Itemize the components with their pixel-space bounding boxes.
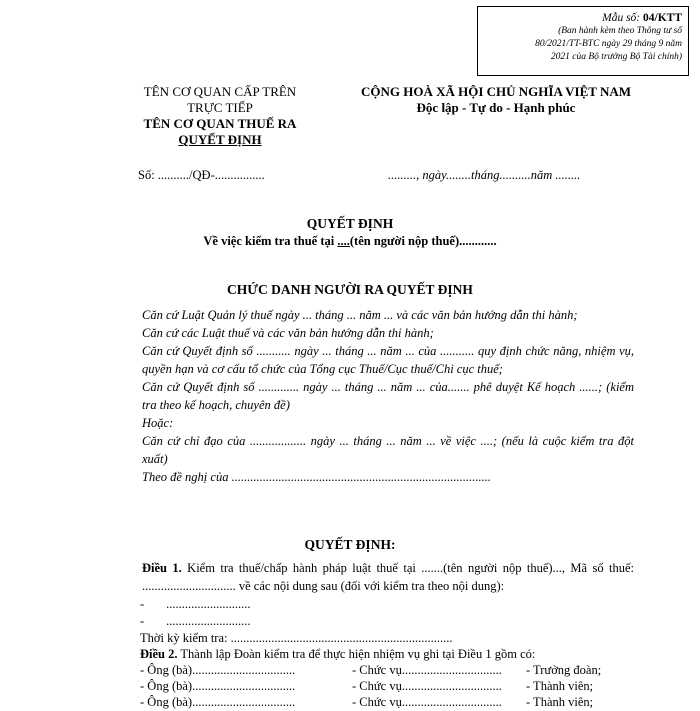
member-name: - Ông (bà)................................. — [140, 679, 296, 693]
form-note-line-1: (Ban hành kèm theo Thông tư số — [558, 26, 682, 36]
member-name: - Ông (bà)................................. — [140, 695, 296, 709]
decision-subtitle — [0, 234, 700, 249]
member-role: - Trưởng đoàn; — [526, 663, 602, 677]
form-note-line-2: 80/2021/TT-BTC ngày 29 tháng 9 năm — [535, 39, 682, 49]
basis-tax-laws: Căn cứ các Luật thuế và các văn bản hướng dẫn thi hành; — [142, 326, 434, 340]
member-position: - Chức vụ................................ — [352, 695, 502, 709]
decision-date: ........., ngày........tháng..........năm ........ — [388, 168, 581, 182]
member-role: - Thành viên; — [526, 695, 594, 709]
form-reference-box — [477, 6, 689, 76]
member-position: - Chức vụ................................ — [352, 663, 502, 677]
decision-title: QUYẾT ĐỊNH — [306, 216, 394, 231]
content-item-2-dots: ........................... — [166, 614, 251, 628]
legal-bases — [100, 306, 634, 486]
content-item-1-dots: ........................... — [166, 597, 251, 611]
content-item-2 — [140, 612, 251, 630]
member-name: - Ông (bà)................................. — [140, 663, 296, 677]
basis-tax-admin-law: Căn cứ Luật Quản lý thuế ngày ... tháng ... năm ... và các văn bản hướng dẫn thi hành; — [142, 308, 578, 322]
article-2-text: Thành lập Đoàn kiểm tra để thực hiện nhiệm vụ ghi tại Điều 1 gồm có: — [177, 647, 536, 661]
form-note-line-3: 2021 của Bộ trưởng Bộ Tài chính) — [550, 52, 682, 62]
form-number-code: 04/KTT — [643, 12, 682, 24]
article-1-text: Kiểm tra thuế/chấp hành pháp luật thuế tại .......(tên người nộp thuế)..., Mã số thuế: .............................. về các nội dung sau (đối với kiểm tra theo nội dung): — [142, 561, 634, 593]
basis-directive: Căn cứ chỉ đạo của .................. ngày ... tháng ... năm ... về việc ....; (nếu là cuộc kiểm tra đột xuất) — [142, 434, 634, 466]
basis-alternative: Hoặc: — [142, 416, 174, 430]
subtitle-prefix: Về việc kiểm tra thuế tại — [203, 234, 338, 248]
tax-agency-line-2: QUYẾT ĐỊNH — [178, 132, 262, 147]
inspection-period: Thời kỳ kiểm tra: ....................................................................... — [140, 631, 453, 645]
national-motto-header — [340, 84, 652, 116]
subtitle-rest: (tên người nộp thuế)............ — [349, 234, 497, 248]
parent-agency-line-1: TÊN CƠ QUAN CẤP TRÊN — [143, 84, 297, 99]
member-row — [140, 693, 295, 711]
subtitle-dots: .... — [337, 234, 350, 248]
content-item-2-dash: - — [140, 614, 145, 628]
decision-number: Số: ........../QĐ-................ — [138, 168, 265, 182]
form-number-prefix: Mẫu số: — [602, 12, 644, 24]
content-item-1 — [140, 595, 251, 613]
article-1 — [100, 559, 634, 595]
article-2-label: Điều 2. — [140, 647, 178, 661]
basis-plan-decision: Căn cứ Quyết định số ............. ngày ... tháng ... năm ... của....... phê duyệt Kế hoạch ......; (kiểm tra theo kế hoạch, chuyên đề) — [142, 380, 634, 412]
parent-agency-line-2: TRỰC TIẾP — [187, 100, 253, 115]
decides-title: QUYẾT ĐỊNH: — [304, 537, 396, 552]
content-item-1-dash: - — [140, 597, 145, 611]
basis-proposal: Theo đề nghị của ................................................................................... — [142, 470, 491, 484]
member-position: - Chức vụ................................ — [352, 679, 502, 693]
tax-agency-line-1: TÊN CƠ QUAN THUẾ RA — [143, 116, 297, 131]
issuing-agency-header — [100, 84, 340, 148]
basis-organization-decision: Căn cứ Quyết định số ........... ngày ... tháng ... năm ... của ........... quy định chức năng, nhiệm vụ, quyền hạn và cơ cấu tổ chức của Tổng cục Thuế/Cục thuế/Chi cục thuế; — [142, 344, 634, 376]
form-number — [484, 12, 682, 25]
article-1-label: Điều 1. — [142, 561, 182, 575]
national-motto: Độc lập - Tự do - Hạnh phúc — [416, 100, 576, 115]
member-role: - Thành viên; — [526, 679, 594, 693]
authority-title: CHỨC DANH NGƯỜI RA QUYẾT ĐỊNH — [227, 282, 473, 297]
country-name: CỘNG HOÀ XÃ HỘI CHỦ NGHĨA VIỆT NAM — [360, 84, 632, 99]
